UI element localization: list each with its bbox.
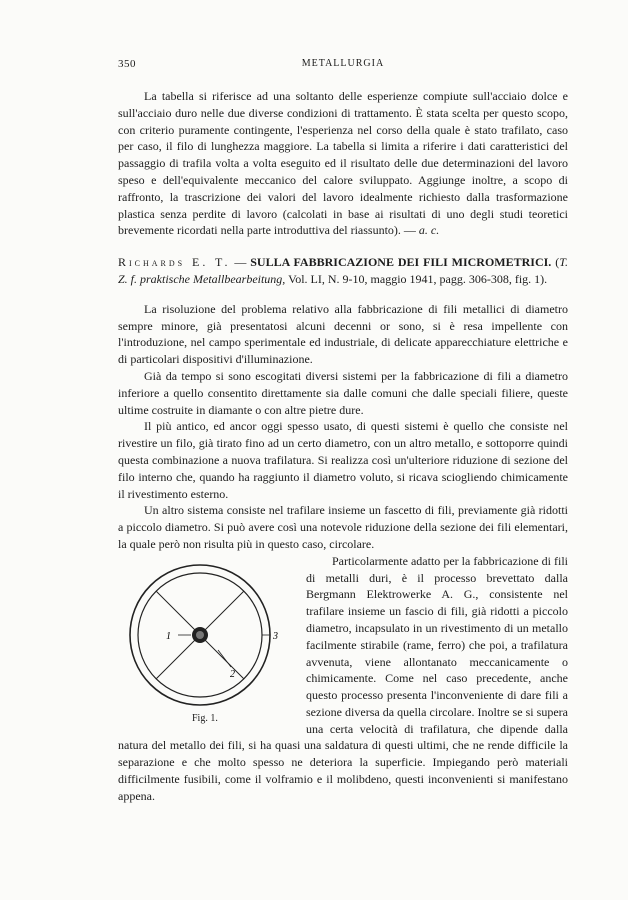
paragraph: Un altro sistema consiste nel trafilare insieme un fascetto di fili, previamente già ridotti a piccolo diametro. Si può avere così una notevole riduzione della sezione dei fili elementari, la quale però non risulta più in questo caso, circolare.: [118, 503, 568, 551]
label-3: 3: [273, 630, 278, 642]
page-number: 350: [118, 58, 136, 70]
wire-cross-section-diagram: [118, 555, 296, 715]
paragraph: Il più antico, ed ancor oggi spesso usato, di questi sistemi è quello che consiste nel rivestire un filo, già tirato fino ad un certo diametro, con un altro metallo, e sottoporre quindi questa combinazione a nuova trafilatura. Si realizza così un'ulteriore riduzione di sezione del filo interno che, quando ha raggiunto il diametro voluto, si ricava sciogliendo chimicamente il rivestimento esterno.: [118, 419, 568, 501]
paragraph: La risoluzione del problema relativo alla fabbricazione di fili metallici di diametro sempre minore, già presentatosi alcuni decenni or sono, si è resa impellente con l'introduzione, nel campo sperimentale ed industriale, di delicate apparecchiature elettriche e di particolari dispositivi d'illuminazione.: [118, 301, 568, 367]
entry-source: T. Z. f. praktische Metallbearbeitung,: [118, 255, 568, 286]
figure-1: [118, 555, 296, 727]
paragraph: Già da tempo si sono escogitati diversi sistemi per la fabbricazione di fili a diametro inferiore a quello consentito direttamente sia dalle comuni che dalle speciali filiere, queste ultime costruite in diamante o con altre pietre dure.: [118, 368, 568, 417]
article-body: [118, 88, 568, 805]
figure-caption: Fig. 1.: [192, 712, 218, 724]
bibliographic-entry: Richards E. T. — SULLA FABBRICAZIONE DEI FILI MICROMETRICI. (T. Z. f. praktische Metallbearbeitung, Vol. LI, N. 9-10, maggio 1941, pagg. 306-308, fig. 1).: [118, 255, 568, 286]
running-title: METALLURGIA: [301, 58, 385, 69]
label-1: 1: [166, 630, 171, 642]
label-2: 2: [230, 668, 235, 680]
entry-details: Vol. LI, N. 9-10, maggio 1941, pagg. 306-308, fig. 1).: [285, 271, 548, 286]
paragraph-top: La tabella si riferisce ad una soltanto delle esperienze compiute sull'acciaio dolce e sull'acciaio duro nelle due diverse condizioni di trattamento. È stata scelta per questo scopo, con criterio puramente contingente, l'esperienza nel corso della quale è stato trafilato, caso per caso, il filo di lunghezza maggiore. La tabella si limita a riferire i dati caratteristici del passaggio di trafila volta a volta eseguito ed il risultato delle due determinazioni del lavoro speso e dell'equivalente meccanico del calore sviluppato. Aggiunge inoltre, a scopo di raffronto, la trascrizione dei valori del lavoro idealmente richiesto dalla trasformazione plastica senza perdite di lavoro (calcolati in base ai risultati di uno degli studi teoretici brevemente ricordati nella parte introduttiva del riassunto). — a. c.: [118, 89, 568, 238]
paragraph: Particolarmente adatto per la fabbricazione di fili di metalli duri, è il processo brevettato dalla Bergmann Elektrowerke A. G., consistente nel trafilare insieme un fascio di fili, già ridotti a piccolo diametro, incapsulato in un rivestimento di un metallo facilmente stirabile (rame, ferro) che poi, a trafilatura avvenuta, viene allontanato meccanicamente o chimicamente. Come nel caso precedente, anche questo processo presenta l'inconveniente di dare fili a sezione diversa da quella circolare. Inoltre se si supera una certa velocità di trafilatura, che dipende dalla natura del metallo dei fili, si ha quasi una saldatura di questi ultimi, che ne rende difficile la separazione e che molto spesso ne deteriora la superficie. Impiegando però materiali difficilmente fusibili, come il volframio e il molibdeno, questi inconvenienti si manifestano appena.: [118, 553, 568, 803]
abstractor-initials: a. c.: [418, 223, 440, 238]
entry-author: Richards E. T.: [118, 255, 231, 270]
entry-title: SULLA FABBRICAZIONE DEI FILI MICROMETRICI.: [250, 255, 552, 270]
figure-wrap: [118, 553, 568, 805]
